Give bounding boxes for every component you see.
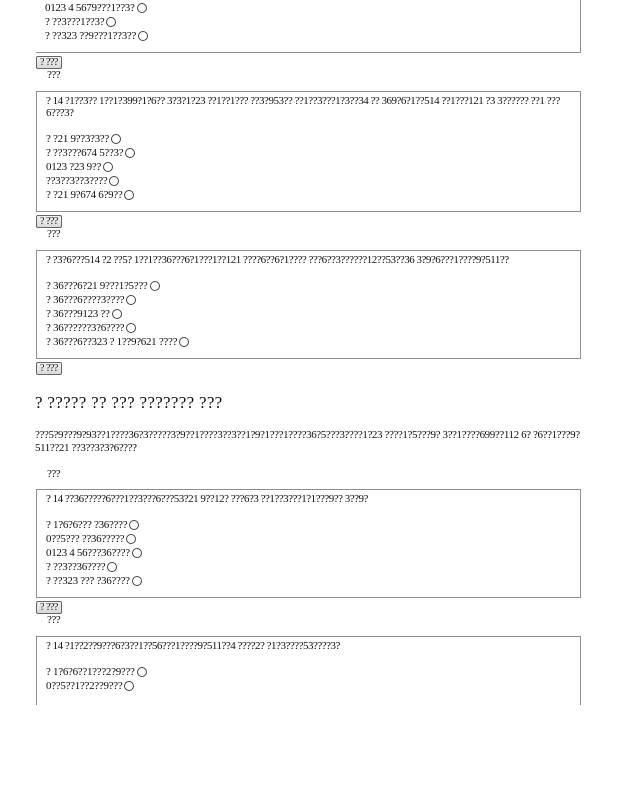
radio-button[interactable] — [129, 520, 139, 530]
radio-button[interactable] — [106, 17, 116, 27]
answer-option[interactable] — [46, 665, 571, 679]
submit-button[interactable]: ? ??? — [36, 362, 62, 375]
option-label: ? ??323 ??9???1??3?? — [45, 30, 137, 42]
answer-option[interactable] — [46, 335, 571, 349]
answer-option[interactable] — [46, 174, 571, 188]
answer-option[interactable] — [46, 279, 571, 293]
answer-option[interactable] — [46, 560, 571, 574]
option-label: ? 1?6?6??? ?36???? — [46, 519, 128, 531]
radio-button[interactable] — [137, 3, 147, 13]
answer-option[interactable] — [46, 518, 571, 532]
radio-button[interactable] — [137, 667, 147, 677]
option-label: ? 36??????3?6???? — [46, 322, 125, 334]
radio-button[interactable] — [138, 31, 148, 41]
option-label: ? 36???6????3???? — [46, 294, 125, 306]
answer-option[interactable] — [46, 146, 571, 160]
page-content — [36, 0, 581, 705]
answer-option[interactable] — [46, 132, 571, 146]
option-label: ? ??3??36???? — [46, 561, 106, 573]
option-label: ? 36???9123 ?? — [46, 308, 110, 320]
question-box — [36, 250, 581, 359]
question-box — [36, 636, 581, 705]
answer-option[interactable] — [46, 532, 571, 546]
answer-option[interactable] — [45, 29, 571, 43]
radio-button[interactable] — [179, 337, 189, 347]
submit-button[interactable]: ? ??? — [36, 601, 62, 614]
question-text: ? 14 ?1??3?? 1??1?399?1?6?? 3?3?1?23 ??1??1??? ??3?953?? ??1??3???1?3??34 ?? 369?6?1??514 ??1???121 ?3 3?????? ??1 ???6???3? — [46, 95, 560, 119]
radio-button[interactable] — [124, 681, 134, 691]
answer-option[interactable] — [46, 574, 571, 588]
answer-option[interactable] — [46, 160, 571, 174]
section-paragraph: ???5?9???9?93??1????36?3?????3?9??1????3??3??1?9?1???1????36?5???3????1?23 ????1?5???9? 3??1????699??112 6? ?6??1???9?511??21 ??3??3?3?6???? — [35, 429, 580, 454]
answer-option[interactable] — [46, 546, 571, 560]
radio-button[interactable] — [126, 534, 136, 544]
radio-button[interactable] — [126, 323, 136, 333]
answer-option[interactable] — [46, 188, 571, 202]
question-box — [36, 489, 581, 598]
radio-button[interactable] — [150, 281, 160, 291]
option-label: ? ??323 ??? ?36???? — [46, 575, 130, 587]
radio-button[interactable] — [124, 190, 134, 200]
option-label: 0123 4 56???36???? — [46, 547, 130, 559]
question-text: ? ?3?6???514 ?2 ??5? 1??1??36???6?1???1??121 ????6??6?1???? ???6??3??????12??53??36 3?9?6???1????9?511?? — [46, 254, 509, 266]
answer-option[interactable] — [45, 1, 571, 15]
question-text: ? 14 ??36?????6???1??3???6???53?21 9??12? ???6?3 ??1??3???1?1???9?? 3??9? — [46, 493, 368, 505]
section-heading: ? ????? ?? ??? ??????? ??? — [35, 393, 223, 412]
radio-button[interactable] — [109, 176, 119, 186]
option-label: ? 1?6?6??1???2?9??? — [46, 666, 135, 678]
answer-option[interactable] — [46, 307, 571, 321]
option-label: 0??5??1??2??9??? — [46, 680, 123, 692]
option-label: 0123 4 5679???1??3? — [45, 2, 135, 14]
result-text: ??? — [47, 69, 61, 81]
answer-option[interactable] — [46, 293, 571, 307]
answer-option[interactable] — [46, 679, 571, 693]
option-label: ? ??3???1??3? — [45, 16, 105, 28]
question-box — [36, 0, 581, 53]
radio-button[interactable] — [107, 562, 117, 572]
option-label: 0??5??? ??36????? — [46, 533, 125, 545]
option-label: ? ?21 9?674 6?9?? — [46, 189, 123, 201]
radio-button[interactable] — [111, 134, 121, 144]
question-box — [36, 91, 581, 212]
result-text: ??? — [47, 468, 61, 480]
radio-button[interactable] — [132, 548, 142, 558]
radio-button[interactable] — [112, 309, 122, 319]
submit-button[interactable]: ? ??? — [36, 215, 62, 228]
question-text: ? 14 ?1??2??9???6?3??1??56???1????9?511??4 ????2? ?1?3????53????3? — [46, 640, 340, 652]
option-label: 0123 ?23 9?? — [46, 161, 102, 173]
answer-option[interactable] — [45, 15, 571, 29]
radio-button[interactable] — [132, 576, 142, 586]
result-text: ??? — [47, 228, 61, 240]
option-label: ? ??3???674 5??3? — [46, 147, 124, 159]
result-text: ??? — [47, 614, 61, 626]
submit-button[interactable]: ? ??? — [36, 56, 62, 69]
answer-option[interactable] — [46, 321, 571, 335]
option-label: ? 36???6??323 ? 1??9?621 ???? — [46, 336, 178, 348]
option-label: ??3??3??3???? — [46, 175, 108, 187]
radio-button[interactable] — [126, 295, 136, 305]
radio-button[interactable] — [125, 148, 135, 158]
option-label: ? ?21 9??3?3?? — [46, 133, 109, 145]
radio-button[interactable] — [103, 162, 113, 172]
option-label: ? 36???6?21 9???1?5??? — [46, 280, 148, 292]
